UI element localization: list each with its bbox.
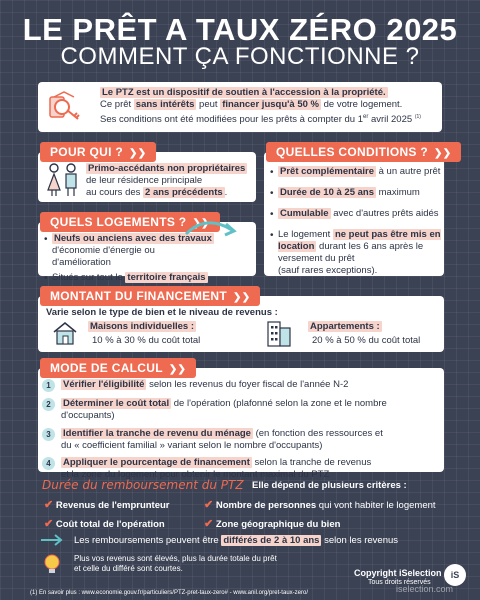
step-hl: Vérifier l'éligibilité bbox=[63, 379, 145, 390]
appartements-block bbox=[308, 321, 420, 347]
note-text bbox=[74, 554, 277, 574]
calcul-step bbox=[42, 379, 442, 392]
step-rest: selon la tranche de revenus bbox=[251, 457, 372, 468]
criteria-item bbox=[204, 517, 444, 530]
step-hl: Déterminer le coût total bbox=[63, 398, 170, 409]
pour-qui-text bbox=[86, 163, 254, 199]
intro-card bbox=[38, 82, 442, 132]
calcul-card bbox=[38, 368, 444, 480]
remboursement-title: Durée du remboursement du PTZ bbox=[42, 478, 244, 492]
criteria-item bbox=[44, 517, 204, 530]
step-rest: selon les revenus du foyer fiscal de l'année N-2 bbox=[146, 379, 349, 390]
maisons-label: Maisons individuelles : bbox=[90, 321, 194, 332]
conditions-card bbox=[264, 152, 444, 276]
key-icon bbox=[48, 89, 84, 125]
criteria-rest: qui vont habiter le logement bbox=[316, 500, 436, 511]
calcul-step bbox=[42, 398, 442, 422]
step-number: 1 bbox=[42, 379, 55, 392]
logements-b1-hl: Neufs ou anciens avec des travaux bbox=[54, 233, 212, 244]
appartements-label: Appartements : bbox=[310, 321, 380, 332]
criteria-hl: Nombre de personnes bbox=[215, 500, 317, 511]
building-icon bbox=[264, 318, 294, 348]
step-hl: Appliquer le pourcentage de financement bbox=[63, 457, 250, 468]
pour-qui-tag bbox=[40, 142, 156, 162]
criteria-hl: Coût total de l'opération bbox=[55, 519, 165, 530]
quels-logements-label: QUELS LOGEMENTS ? bbox=[50, 215, 187, 229]
conditions-c1-rest: à un autre prêt bbox=[375, 166, 441, 177]
criteria-hl: Zone géographique du bien bbox=[215, 519, 341, 530]
conditions-c3-hl: Cumulable bbox=[280, 208, 329, 219]
conditions-c4-c: (sauf rares exceptions). bbox=[278, 265, 378, 276]
calcul-step bbox=[42, 428, 442, 452]
differe-text bbox=[74, 535, 398, 546]
differe-b: selon les revenus bbox=[321, 535, 399, 546]
montant-label: MONTANT DU FINANCEMENT bbox=[50, 289, 228, 303]
calcul-label: MODE DE CALCUL bbox=[50, 361, 163, 375]
step-number: 4 bbox=[42, 457, 55, 470]
step-number: 2 bbox=[42, 398, 55, 411]
intro-line2-a: Ce prêt bbox=[100, 99, 134, 110]
list-item: • Situés sur tout le territoire français bbox=[44, 272, 206, 284]
logements-b2-hl: territoire français bbox=[127, 272, 206, 283]
step-rest: (en fonction des ressources et bbox=[252, 428, 383, 439]
page-subtitle: COMMENT ÇA FONCTIONNE ? bbox=[60, 43, 420, 70]
intro-line2-c: de votre logement. bbox=[320, 99, 403, 110]
conditions-c4-b: durant les 6 ans après le versement du prêt bbox=[278, 241, 424, 264]
note-line2: et celle du différé sont courtes. bbox=[74, 564, 183, 573]
list-item: • Neufs ou anciens avec des travaux d'économie d'énergie ou d'amélioration bbox=[44, 233, 212, 268]
criteria-title: Elle dépend de plusieurs critères : bbox=[252, 480, 407, 491]
step-number: 3 bbox=[42, 428, 55, 441]
maisons-block bbox=[88, 321, 200, 347]
chevron-right-icon: ❯❯ bbox=[129, 148, 147, 159]
conditions-list bbox=[270, 166, 442, 277]
calcul-tag bbox=[40, 358, 196, 378]
logements-b1-rest: d'économie d'énergie ou d'amélioration bbox=[52, 245, 155, 268]
conditions-c2-hl: Durée de 10 à 25 ans bbox=[280, 187, 374, 198]
check-icon: ✔ bbox=[44, 499, 54, 511]
copyright: Copyright iSelection bbox=[354, 568, 442, 578]
iselection-logo: iS bbox=[444, 564, 466, 586]
couple-icon bbox=[44, 162, 82, 198]
differe-hl: différés de 2 à 10 ans bbox=[223, 535, 320, 546]
logements-b2-a: Situés sur tout le bbox=[52, 272, 126, 283]
pour-qui-line3-a: au cours des bbox=[86, 187, 144, 198]
conditions-c3-rest: avec d'autres prêts aidés bbox=[330, 208, 439, 219]
list-item: • Durée de 10 à 25 ans maximum bbox=[270, 187, 420, 199]
check-icon: ✔ bbox=[204, 518, 214, 530]
criteria-item bbox=[204, 498, 444, 511]
pour-qui-line3-c: . bbox=[224, 187, 228, 198]
list-item: • Le logement ne peut pas être mis en location durant les 6 ans après le versement du prêt (sauf rares exceptions). bbox=[270, 229, 441, 276]
criteria-list bbox=[44, 498, 444, 530]
pour-qui-line3-hl: 2 ans précédents bbox=[145, 187, 223, 198]
criteria-hl: Revenus de l'emprunteur bbox=[55, 500, 170, 511]
intro-line3: Ses conditions ont été modifiées pour les prêts à compter du 1 bbox=[100, 114, 363, 126]
intro-line2-hl1: sans intérêts bbox=[135, 99, 195, 110]
step-hl: Identifier la tranche de revenu du ménage bbox=[63, 428, 251, 439]
step-rest: de l'opération (plafonné selon la zone et le nombre d'occupants) bbox=[61, 398, 387, 421]
watermark: iselection.com bbox=[396, 584, 454, 594]
remboursement-section bbox=[38, 476, 444, 580]
intro-line2-hl2: financer jusqu'à 50 % bbox=[222, 99, 319, 110]
step-rest2: et la zone du logement pour obtenir le montant maximal du PTZ bbox=[61, 469, 330, 480]
conditions-label: QUELLES CONDITIONS ? bbox=[276, 145, 429, 159]
pour-qui-hl: Primo-accédants non propriétaires bbox=[88, 163, 246, 174]
check-icon: ✔ bbox=[44, 518, 54, 530]
conditions-c2-rest: maximum bbox=[376, 187, 420, 198]
intro-line3-end: avril 2025 bbox=[368, 114, 413, 126]
conditions-c4-hl: ne peut pas être mis en location bbox=[278, 229, 441, 252]
montant-intro: Varie selon le type de bien et le niveau de revenus : bbox=[46, 307, 278, 318]
list-item: • Prêt complémentaire à un autre prêt bbox=[270, 166, 441, 178]
curved-arrow-icon bbox=[182, 214, 240, 244]
appartements-value: 20 % à 50 % du coût total bbox=[312, 335, 421, 346]
pour-qui-label: POUR QUI ? bbox=[50, 145, 124, 159]
differe-a: Les remboursements peuvent être bbox=[74, 535, 222, 546]
lightbulb-icon bbox=[42, 553, 62, 575]
arrow-right-icon bbox=[40, 534, 64, 546]
chevron-right-icon: ❯❯ bbox=[168, 364, 187, 375]
intro-note-ref: (1) bbox=[414, 114, 421, 120]
rights-text: Tous droits réservés bbox=[368, 579, 431, 586]
chevron-right-icon: ❯❯ bbox=[192, 218, 210, 229]
intro-text bbox=[100, 87, 440, 126]
conditions-c4-a: Le logement bbox=[278, 229, 333, 240]
chevron-right-icon: ❯❯ bbox=[434, 148, 452, 159]
page-title: LE PRÊT A TAUX ZÉRO 2025 bbox=[22, 12, 458, 47]
conditions-tag bbox=[266, 142, 461, 162]
house-icon bbox=[52, 320, 78, 346]
maisons-value: 10 % à 30 % du coût total bbox=[92, 335, 201, 346]
sources-footnote: (1) En savoir plus : www.economie.gouv.fr/particuliers/PTZ-pret-taux-zero# - www.anil.org/pret-taux-zero/ bbox=[30, 590, 308, 596]
conditions-c1-hl: Prêt complémentaire bbox=[280, 166, 374, 177]
pour-qui-line2: de leur résidence principale bbox=[86, 175, 203, 186]
criteria-item bbox=[44, 498, 204, 511]
montant-tag bbox=[40, 286, 260, 306]
intro-line3-sup: er bbox=[362, 114, 369, 120]
chevron-right-icon: ❯❯ bbox=[233, 292, 251, 303]
step-rest2: du « coefficient familial » variant selon le nombre d'occupants) bbox=[61, 440, 323, 451]
check-icon: ✔ bbox=[204, 499, 214, 511]
calcul-steps bbox=[42, 379, 442, 481]
list-item: • Cumulable avec d'autres prêts aidés bbox=[270, 208, 439, 220]
note-line1: Plus vos revenus sont élevés, plus la durée totale du prêt bbox=[74, 554, 277, 563]
intro-line1: Le PTZ est un dispositif de soutien à l'accession à la propriété. bbox=[102, 87, 386, 98]
intro-line2-b: peut bbox=[196, 99, 221, 110]
